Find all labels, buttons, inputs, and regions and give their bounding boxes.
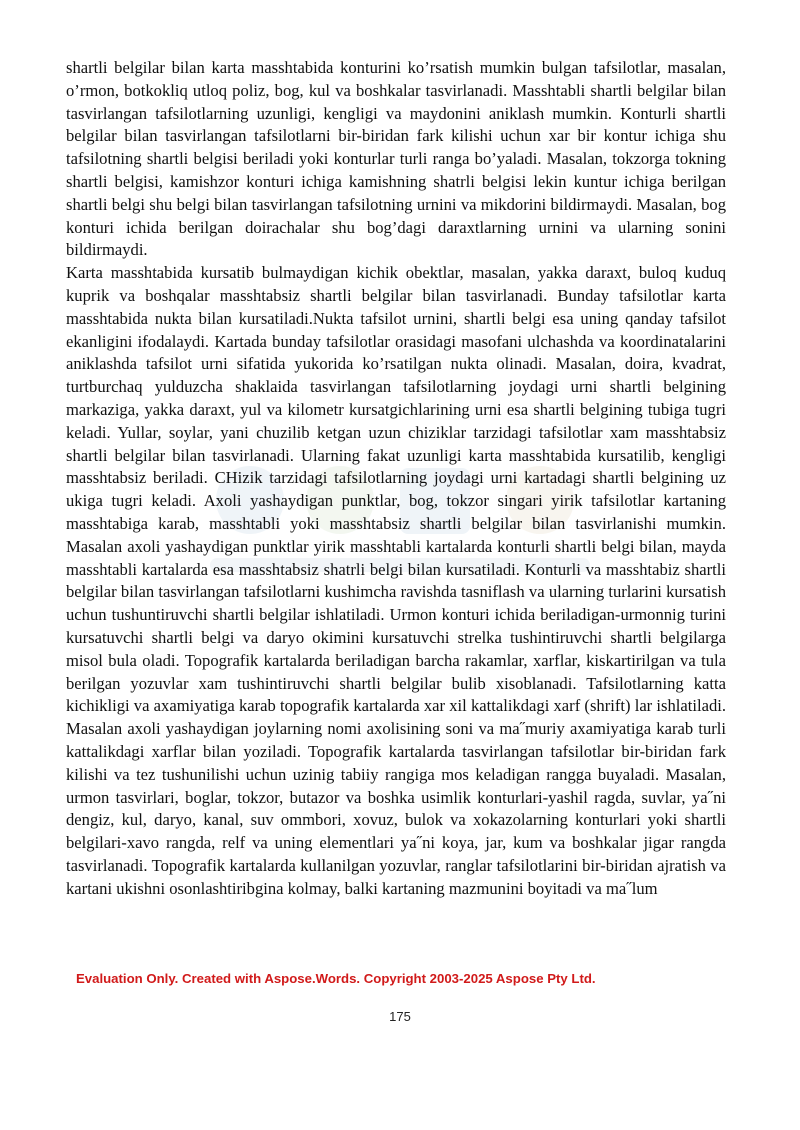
evaluation-notice: Evaluation Only. Created with Aspose.Words. Copyright 2003-2025 Aspose Pty Ltd. xyxy=(76,971,596,986)
paragraph-2: Karta masshtabida kursatib bulmaydigan kichik obektlar, masalan, yakka daraxt, buloq kuduq kuprik va boshqalar masshtabsiz shartli belgilar bilan tasvirlanadi. Bunday tafsilotlar karta masshtabida nukta bilan kursatiladi.Nukta tafsilot urnini, shartli belgi esa uning qanday tafsilot ekanligini ifodalaydi. Kartada bunday tafsilotlar orasidagi masofani ulchashda va koordinatalarini aniklashda tafsilot urni sifatida yukorida ko’rsatilgan nukta olinadi. Masalan, doira, kvadrat, turtburchaq yulduzcha shaklaida tasvirlangan tafsilotlarning joydagi urni shartli belgining markaziga, yakka daraxt, yul va kilometr kursatgichlarining urni esa shartli belgining tubiga tugri keladi. Yullar, soylar, yani chuzilib ketgan uzun chiziklar tarzidagi tafsilotlar xam masshtabsiz shartli belgilar bilan tasvirlanadi. Ularning fakat uzunligi karta masshtabida kursatilib, kengligi masshtabsiz beriladi. CHizik tarzidagi tafsilotlarning joydagi urni kartadagi shartli belgining uz ukiga tugri keladi. Axoli yashaydigan punktlar, bog, tokzor singari yirik tafsilotlar kartaning masshtabiga karab, masshtabli yoki masshtabsiz shartli belgilar bilan tasvirlanishi mumkin. Masalan axoli yashaydigan punktlar yirik masshtabli kartalarda konturli shartli belgi bilan, mayda masshtabli kartalarda esa masshtabsiz shatrli belgi bilan kursatiladi. Konturli va masshtabiz shartli belgilar bilan tasvirlangan tafsilotlarni kushimcha ravishda tasniflash va ularning turlarini kursatish uchun tushuntiruvchi shartli belgilar ishlatiladi. Urmon konturi ichida beriladigan-urmonnig turini kursatuvchi shartli belgi va daryo okimini kursatuvchi strelka tushintiruvchi shartli belgilarga misol bula oladi. Topografik kartalarda beriladigan barcha rakamlar, xarflar, kiskartirilgan va tula berilgan yozuvlar xam tushintiruvchi shartli belgilar bulib xisoblanadi. Tafsilotlarning katta kichikligi va axamiyatiga karab topografik kartalarda xar xil kattalikdagi xarf (shrift) lar ishlatiladi. Masalan axoli yashaydigan joylarning nomi axolisining soni va ma˝muriy axamiyatiga karab turli kattalikdagi xarflar bilan yoziladi. Topografik kartalarda tasvirlangan tafsilotlar bir-biridan fark kilishi va tez tushunilishi uchun uzinig tabiiy rangiga mos keladigan rangga buyaladi. Masalan, urmon tasvirlari, boglar, tokzor, butazor va boshka usimlik konturlari-yashil ragda, suvlar, ya˝ni dengiz, kul, daryo, kanal, suv ommbori, xovuz, bulok va xokazolarning konturlari yoki shartli belgilari-xavo rangda, relf va uning elementlari ya˝ni koya, jar, kum va boshkalar jigar rangda tasvirlanadi. Topografik kartalarda kullanilgan yozuvlar, ranglar tafsilotlarini bir-biridan ajratish va kartani ukishni osonlashtiribgina kolmay, balki kartaning mazmunini boyitadi va ma˝lum xyxy=(66,263,726,898)
paragraph-1: shartli belgilar bilan karta masshtabida konturini ko’rsatish mumkin bulgan tafsilotlar, masalan, o’rmon, botkokliq utloq poliz, bog, kul va boshkalar tasvirlanadi. Masshtabli shartli belgilar bilan tasvirlangan tafsilotlarning uzunligi, kengligi va maydonini aniklash mumkin. Konturli shartli belgilar bilan tasvirlangan tafsilotlarni bir-biridan fark kilishi uchun xar bir kontur ichiga shu tafsilotning shartli belgisi beriladi yoki konturlar turli ranga bo’yaladi. Masalan, tokzorga tokning shartli belgisi, kamishzor konturi ichiga kamishning shatrli belgisi lekin kuntur ichiga berilgan shartli belgi shu belgi bilan tasvirlangan tafsilotning urnini va mikdorini bildirmaydi. Masalan, bog konturi ichida berilgan doirachalar shu bog’dagi daraxtlarning urnini va ularning sonini bildirmaydi. xyxy=(66,58,726,260)
document-body xyxy=(66,57,726,900)
page-number: 175 xyxy=(389,1009,411,1024)
